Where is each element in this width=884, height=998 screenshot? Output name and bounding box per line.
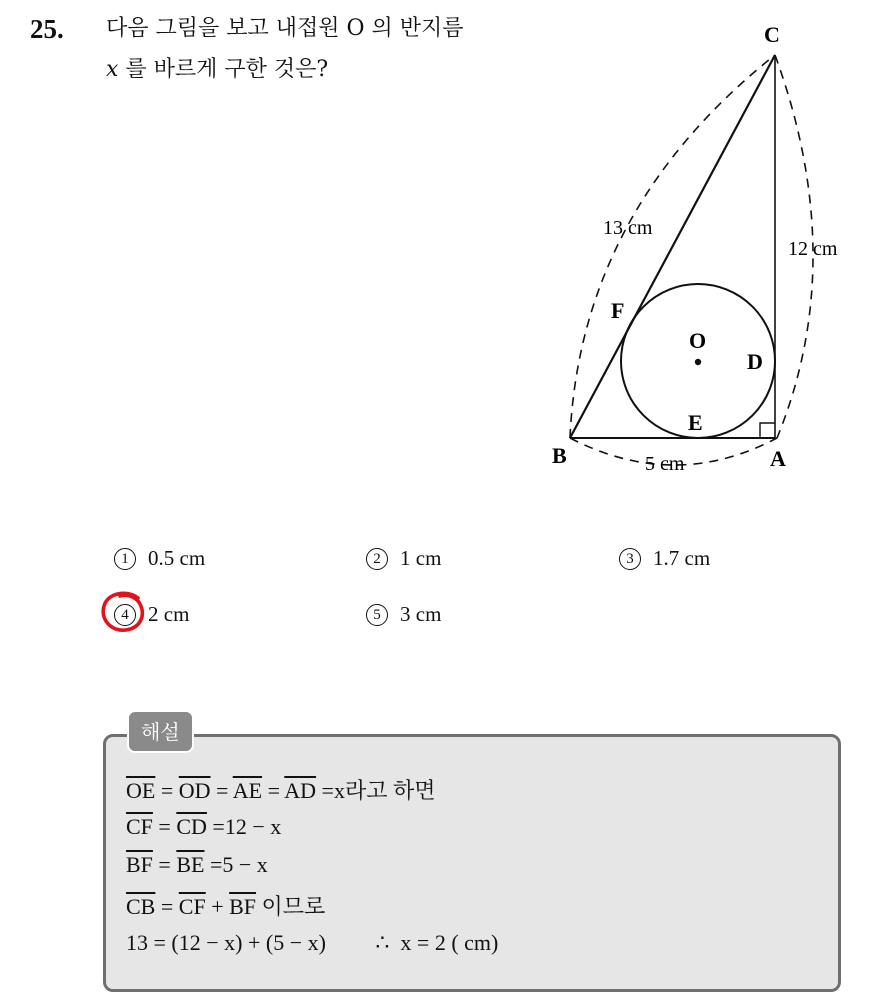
solution-line-1-tail: =x라고 하면 [316, 778, 436, 803]
choice-text-4: 2 cm [148, 602, 190, 626]
segment-ae: $\overline{AE}$ [232, 778, 263, 803]
question-text-line2-rest: 를 바르게 구한 것은? [118, 57, 329, 82]
choice-text-3: 1.7 cm [653, 546, 711, 570]
segment-be: $\overline{BE}$ [176, 852, 205, 877]
segment-bf-2: $\overline{BF}$ [229, 894, 257, 919]
question-text-line2 [106, 56, 328, 84]
label-b: B [552, 443, 567, 468]
choice-text-5: 3 cm [400, 602, 442, 626]
segment-bf: $\overline{BF}$ [126, 852, 153, 877]
choice-mark-2: 2 [366, 548, 388, 570]
label-f: F [611, 298, 625, 323]
side-bc [570, 55, 775, 438]
segment-od: $\overline{OD}$ [178, 778, 211, 803]
choice-mark-4: 4 [114, 604, 136, 626]
solution-line-3: $\overline{BF} = \overline{BE} =5 - x$ [126, 852, 268, 877]
triangle-figure [540, 10, 860, 480]
length-ab: 5 cm [645, 453, 685, 475]
choice-2[interactable] [366, 546, 441, 571]
choice-mark-1: 1 [114, 548, 136, 570]
label-o: O [689, 328, 707, 353]
choice-3[interactable] [619, 546, 710, 571]
choice-5[interactable] [366, 602, 441, 627]
segment-ad: $\overline{AD}$ [284, 778, 317, 803]
segment-cf: $\overline{CF}$ [126, 814, 153, 839]
segment-oe: $\overline{OE}$ [126, 778, 156, 803]
choice-1[interactable] [114, 546, 205, 571]
solution-line-4-tail: 이므로 [256, 894, 326, 919]
label-a: A [770, 446, 786, 471]
right-angle-mark [760, 423, 775, 438]
choice-text-1: 0.5 cm [148, 546, 206, 570]
solution-line-4: $\overline{CB} = \overline{CF} + \overline{BF}$ 이므로 [126, 894, 326, 919]
choice-mark-5: 5 [366, 604, 388, 626]
label-c: C [764, 22, 780, 47]
segment-cb: $\overline{CB}$ [126, 894, 156, 919]
question-number: 25. [30, 14, 64, 44]
length-bc: 13 cm [603, 217, 653, 239]
segment-cd: $\overline{CD}$ [176, 814, 207, 839]
answer-circle-mark [98, 588, 150, 636]
length-ac: 12 cm [788, 238, 838, 260]
question-variable: x [106, 57, 119, 82]
choice-text-2: 1 cm [400, 546, 442, 570]
solution-line-5: 13 = (12 − x) + (5 − x) ∴ x = 2 ( cm) [126, 930, 499, 955]
solution-tag: 해설 [127, 710, 194, 753]
choice-mark-3: 3 [619, 548, 641, 570]
segment-cf-2: $\overline{CF}$ [178, 894, 206, 919]
solution-line-2: $\overline{CF} = \overline{CD} =12 - x$ [126, 814, 282, 839]
solution-line-3-tail: =5 − x [204, 852, 268, 877]
question-text-line1: 다음 그림을 보고 내접원 O 의 반지름 [106, 16, 464, 41]
label-d: D [747, 349, 763, 374]
solution-line-1: $\overline{OE} = \overline{OD} = \overline{AE} = \overline{AD} =x$라고 하면 [126, 778, 436, 803]
center-point [695, 359, 701, 365]
label-e: E [688, 410, 703, 435]
solution-line-2-tail: =12 − x [206, 814, 282, 839]
